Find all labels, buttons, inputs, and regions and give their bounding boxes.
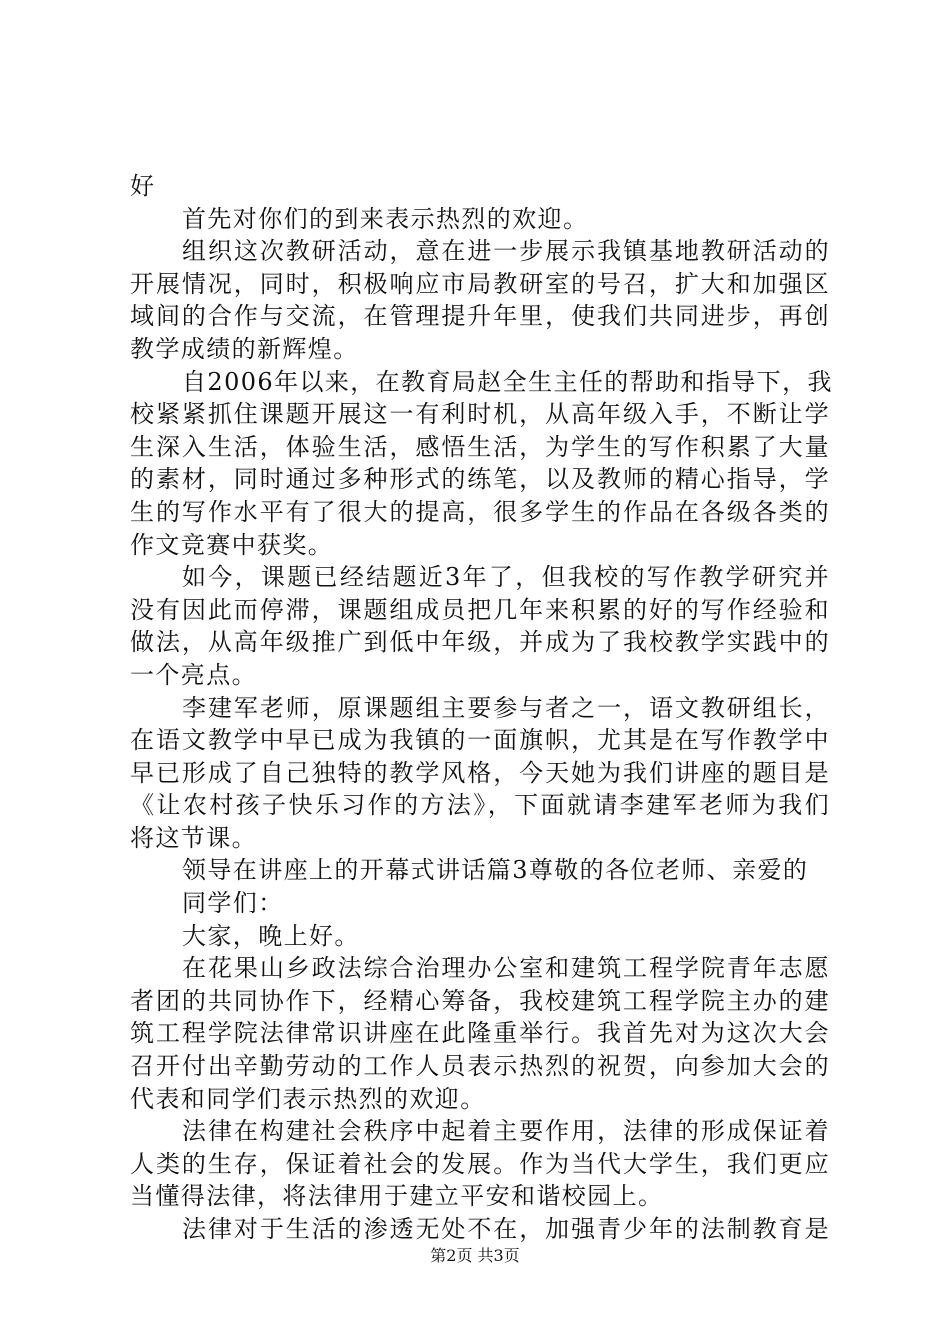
text-line: 法律对于生活的渗透无处不在，加强青少年的法制教育是 <box>182 1215 830 1243</box>
text-line: 将这节课。 <box>130 823 257 852</box>
text-line: 生的写作水平有了很大的提高，很多学生的作品在各级各类的 <box>130 497 830 526</box>
text-line: 校紧紧抓住课题开展这一有利时机，从高年级入手，不断让学 <box>130 400 830 429</box>
text-line: 开展情况，同时，积极响应市局教研室的号召，扩大和加强区 <box>130 269 830 298</box>
text-line: 代表和同学们表示热烈的欢迎。 <box>130 1084 486 1113</box>
text-line: 没有因此而停滞，课题组成员把几年来积累的好的写作经验和 <box>130 595 830 624</box>
document-body <box>130 170 833 1246</box>
text-line: 李建军老师，原课题组主要参与者之一，语文教研组长， <box>182 693 830 722</box>
page-footer <box>0 1246 950 1266</box>
text-line: 人类的生存，保证着社会的发展。作为当代大学生，我们更应 <box>130 1149 830 1178</box>
text-line: 当懂得法律，将法律用于建立平安和谐校园上。 <box>130 1182 664 1211</box>
text-line: 《让农村孩子快乐习作的方法》，下面就请李建军老师为我们 <box>130 791 830 820</box>
text-line: 者团的共同协作下，经精心筹备，我校建筑工程学院主办的建 <box>130 986 830 1015</box>
text-line: 一个亮点。 <box>130 660 257 689</box>
page-number: 第2页 共3页 <box>430 1246 520 1265</box>
text-line: 作文竞赛中获奖。 <box>130 530 334 559</box>
text-line: 在语文教学中早已成为我镇的一面旗帜，尤其是在写作教学中 <box>130 726 830 755</box>
text-line: 的素材，同时通过多种形式的练笔，以及教师的精心指导，学 <box>130 465 830 494</box>
text-line: 同学们： <box>182 889 284 918</box>
text-line: 好 <box>130 172 156 200</box>
text-line: 自2006年以来，在教育局赵全生主任的帮助和指导下，我 <box>182 367 833 396</box>
text-line: 生深入生活，体验生活，感悟生活，为学生的写作积累了大量 <box>130 432 830 461</box>
text-line: 法律在构建社会秩序中起着主要作用，法律的形成保证着 <box>182 1117 830 1146</box>
text-line: 如今，课题已经结题近3年了，但我校的写作教学研究并 <box>182 563 830 592</box>
text-line: 早已形成了自己独特的教学风格，今天她为我们讲座的题目是 <box>130 758 830 787</box>
text-line: 召开付出辛勤劳动的工作人员表示热烈的祝贺，向参加大会的 <box>130 1052 830 1081</box>
text-line: 大家，晚上好。 <box>182 921 360 950</box>
text-line: 领导在讲座上的开幕式讲话篇3尊敬的各位老师、亲爱的 <box>182 856 809 885</box>
text-line: 做法，从高年级推广到低中年级，并成为了我校教学实践中的 <box>130 628 830 657</box>
text-line: 组织这次教研活动，意在进一步展示我镇基地教研活动的 <box>182 237 830 266</box>
text-line: 筑工程学院法律常识讲座在此隆重举行。我首先对为这次大会 <box>130 1019 830 1048</box>
text-line: 域间的合作与交流，在管理提升年里，使我们共同进步，再创 <box>130 302 830 331</box>
text-line: 教学成绩的新辉煌。 <box>130 334 359 363</box>
text-line: 首先对你们的到来表示热烈的欢迎。 <box>182 204 589 233</box>
text-line: 在花果山乡政法综合治理办公室和建筑工程学院青年志愿 <box>182 954 830 983</box>
